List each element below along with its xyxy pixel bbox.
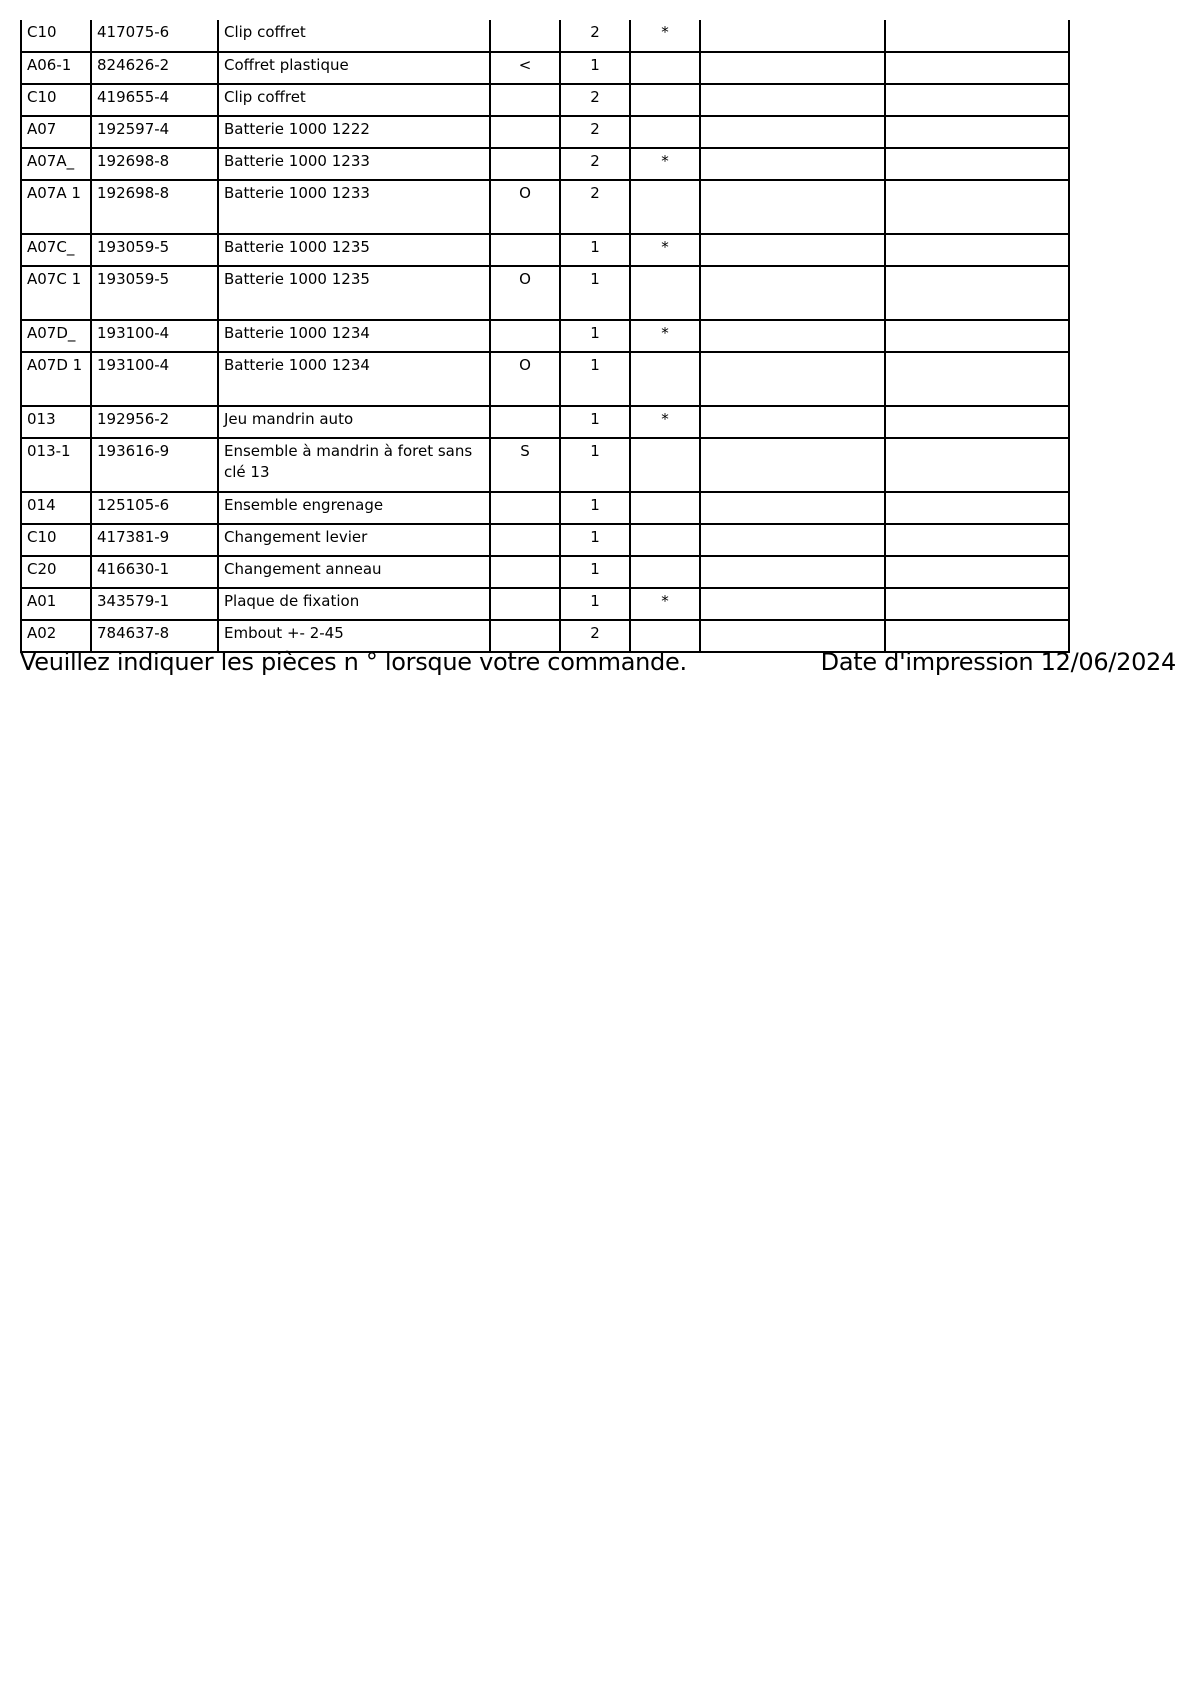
part-mark-text: * [661, 23, 669, 41]
part-number-cell [91, 52, 218, 84]
part-description-cell [218, 438, 490, 492]
part-quantity-text: 1 [590, 560, 600, 578]
part-quantity-cell [560, 148, 630, 180]
part-mark-cell [630, 406, 700, 438]
part-quantity-cell [560, 52, 630, 84]
part-ref-cell [21, 352, 91, 406]
table-row [21, 266, 1069, 320]
part-description-cell [218, 52, 490, 84]
empty-cell [885, 84, 1069, 116]
part-mark-cell [630, 116, 700, 148]
table-row [21, 352, 1069, 406]
table-row [21, 406, 1069, 438]
part-mark-cell [630, 52, 700, 84]
part-number-text: 417075-6 [97, 23, 170, 41]
empty-cell [885, 148, 1069, 180]
parts-table [20, 20, 1070, 653]
empty-cell [700, 52, 885, 84]
part-number-cell [91, 406, 218, 438]
part-number-text: 193100-4 [97, 356, 170, 374]
part-description-cell [218, 320, 490, 352]
table-row [21, 180, 1069, 234]
part-ref-text: A01 [27, 592, 57, 610]
part-note-text: O [519, 356, 531, 374]
part-description-cell [218, 180, 490, 234]
part-number-cell [91, 556, 218, 588]
order-instruction-note: Veuillez indiquer les pièces n ° lorsque votre commande. [20, 648, 687, 676]
part-number-cell [91, 524, 218, 556]
part-mark-cell [630, 352, 700, 406]
part-quantity-text: 1 [590, 592, 600, 610]
part-note-cell [490, 438, 560, 492]
empty-cell [700, 406, 885, 438]
part-number-cell [91, 20, 218, 52]
part-note-cell [490, 148, 560, 180]
part-ref-text: A07C_ [27, 238, 75, 256]
empty-cell [700, 320, 885, 352]
empty-cell [700, 180, 885, 234]
part-note-cell [490, 556, 560, 588]
part-quantity-cell [560, 406, 630, 438]
empty-cell [700, 84, 885, 116]
part-mark-cell [630, 234, 700, 266]
part-note-text: S [520, 442, 530, 460]
print-date: Date d'impression 12/06/2024 [820, 648, 1176, 676]
table-row [21, 438, 1069, 492]
empty-cell [700, 20, 885, 52]
part-ref-text: A07A 1 [27, 184, 81, 202]
part-quantity-cell [560, 556, 630, 588]
part-description-text: Batterie 1000 1235 [224, 270, 370, 288]
empty-cell [700, 588, 885, 620]
table-row [21, 234, 1069, 266]
part-description-text: Batterie 1000 1233 [224, 184, 370, 202]
part-quantity-cell [560, 352, 630, 406]
part-number-text: 192956-2 [97, 410, 170, 428]
part-number-cell [91, 492, 218, 524]
part-mark-text: * [661, 592, 669, 610]
part-number-cell [91, 84, 218, 116]
part-mark-cell [630, 556, 700, 588]
part-ref-text: 013 [27, 410, 56, 428]
part-number-text: 343579-1 [97, 592, 170, 610]
part-description-text: Batterie 1000 1222 [224, 120, 370, 138]
part-number-text: 193616-9 [97, 442, 170, 460]
table-row [21, 492, 1069, 524]
part-ref-text: A07A_ [27, 152, 75, 170]
table-row [21, 148, 1069, 180]
part-number-cell [91, 180, 218, 234]
part-note-text: O [519, 184, 531, 202]
table-row [21, 320, 1069, 352]
empty-cell [700, 148, 885, 180]
empty-cell [700, 492, 885, 524]
part-mark-cell [630, 84, 700, 116]
part-mark-text: * [661, 238, 669, 256]
part-quantity-text: 1 [590, 528, 600, 546]
part-ref-text: 013-1 [27, 442, 71, 460]
part-note-cell [490, 20, 560, 52]
part-mark-cell [630, 320, 700, 352]
part-mark-cell [630, 492, 700, 524]
part-number-cell [91, 266, 218, 320]
part-note-cell [490, 406, 560, 438]
part-ref-text: A07 [27, 120, 57, 138]
part-quantity-cell [560, 320, 630, 352]
part-description-text: Batterie 1000 1234 [224, 324, 370, 342]
part-quantity-text: 1 [590, 356, 600, 374]
part-quantity-cell [560, 20, 630, 52]
part-quantity-text: 1 [590, 238, 600, 256]
part-description-text: Clip coffret [224, 88, 306, 106]
table-row [21, 588, 1069, 620]
part-number-cell [91, 148, 218, 180]
part-ref-text: C10 [27, 528, 57, 546]
part-mark-cell [630, 148, 700, 180]
part-mark-text: * [661, 410, 669, 428]
table-row [21, 84, 1069, 116]
part-ref-cell [21, 406, 91, 438]
part-description-text: Ensemble à mandrin à foret sans clé 13 [224, 442, 473, 481]
part-note-cell [490, 492, 560, 524]
part-description-cell [218, 266, 490, 320]
part-description-text: Batterie 1000 1234 [224, 356, 370, 374]
part-description-cell [218, 556, 490, 588]
part-mark-cell [630, 180, 700, 234]
empty-cell [885, 234, 1069, 266]
part-description-cell [218, 116, 490, 148]
part-quantity-text: 1 [590, 496, 600, 514]
part-ref-cell [21, 20, 91, 52]
empty-cell [885, 52, 1069, 84]
empty-cell [700, 352, 885, 406]
part-ref-text: A06-1 [27, 56, 72, 74]
part-quantity-cell [560, 116, 630, 148]
part-quantity-cell [560, 524, 630, 556]
part-note-text: O [519, 270, 531, 288]
part-mark-cell [630, 524, 700, 556]
empty-cell [700, 556, 885, 588]
parts-table-body [21, 20, 1069, 652]
empty-cell [885, 266, 1069, 320]
part-quantity-text: 2 [590, 23, 600, 41]
table-row [21, 524, 1069, 556]
part-ref-text: C10 [27, 23, 57, 41]
part-number-text: 193059-5 [97, 238, 170, 256]
part-number-cell [91, 234, 218, 266]
part-ref-cell [21, 148, 91, 180]
part-description-cell [218, 524, 490, 556]
table-row [21, 52, 1069, 84]
part-note-cell [490, 524, 560, 556]
part-quantity-text: 1 [590, 270, 600, 288]
part-description-text: Jeu mandrin auto [224, 410, 354, 428]
part-note-cell [490, 84, 560, 116]
part-ref-cell [21, 234, 91, 266]
part-ref-cell [21, 116, 91, 148]
empty-cell [885, 406, 1069, 438]
part-ref-cell [21, 84, 91, 116]
part-number-text: 417381-9 [97, 528, 170, 546]
part-ref-cell [21, 180, 91, 234]
table-row [21, 20, 1069, 52]
part-quantity-text: 2 [590, 184, 600, 202]
empty-cell [700, 116, 885, 148]
part-description-cell [218, 84, 490, 116]
table-row [21, 116, 1069, 148]
part-description-cell [218, 406, 490, 438]
part-quantity-cell [560, 180, 630, 234]
part-note-cell [490, 180, 560, 234]
part-ref-text: C20 [27, 560, 57, 578]
empty-cell [700, 266, 885, 320]
part-description-cell [218, 352, 490, 406]
part-ref-cell [21, 492, 91, 524]
part-number-cell [91, 320, 218, 352]
part-description-cell [218, 588, 490, 620]
part-ref-cell [21, 320, 91, 352]
part-note-cell [490, 266, 560, 320]
part-description-cell [218, 148, 490, 180]
part-quantity-cell [560, 234, 630, 266]
part-quantity-text: 2 [590, 152, 600, 170]
part-quantity-cell [560, 438, 630, 492]
part-description-text: Batterie 1000 1235 [224, 238, 370, 256]
part-ref-text: 014 [27, 496, 56, 514]
part-ref-text: A07D_ [27, 324, 76, 342]
part-ref-cell [21, 524, 91, 556]
empty-cell [700, 234, 885, 266]
part-number-cell [91, 438, 218, 492]
empty-cell [885, 524, 1069, 556]
part-description-cell [218, 234, 490, 266]
part-ref-cell [21, 52, 91, 84]
part-note-cell [490, 52, 560, 84]
part-mark-text: * [661, 152, 669, 170]
part-mark-cell [630, 20, 700, 52]
part-ref-cell [21, 588, 91, 620]
table-row [21, 556, 1069, 588]
part-number-cell [91, 588, 218, 620]
part-number-text: 784637-8 [97, 624, 170, 642]
part-description-text: Coffret plastique [224, 56, 349, 74]
part-ref-text: A07C 1 [27, 270, 82, 288]
part-number-text: 192597-4 [97, 120, 170, 138]
part-description-text: Batterie 1000 1233 [224, 152, 370, 170]
part-note-cell [490, 116, 560, 148]
part-description-text: Ensemble engrenage [224, 496, 384, 514]
empty-cell [700, 524, 885, 556]
part-ref-text: A02 [27, 624, 57, 642]
part-note-cell [490, 234, 560, 266]
part-quantity-text: 2 [590, 120, 600, 138]
part-description-cell [218, 20, 490, 52]
part-description-text: Plaque de fixation [224, 592, 360, 610]
empty-cell [885, 352, 1069, 406]
empty-cell [885, 116, 1069, 148]
part-number-text: 125105-6 [97, 496, 170, 514]
part-description-text: Clip coffret [224, 23, 306, 41]
part-number-text: 416630-1 [97, 560, 170, 578]
part-quantity-text: 1 [590, 56, 600, 74]
empty-cell [700, 438, 885, 492]
empty-cell [885, 180, 1069, 234]
empty-cell [885, 588, 1069, 620]
part-quantity-text: 2 [590, 624, 600, 642]
part-note-cell [490, 588, 560, 620]
part-mark-cell [630, 266, 700, 320]
empty-cell [885, 20, 1069, 52]
part-quantity-text: 1 [590, 324, 600, 342]
part-mark-cell [630, 438, 700, 492]
part-description-text: Embout +- 2-45 [224, 624, 344, 642]
part-mark-text: * [661, 324, 669, 342]
part-note-text: < [518, 56, 532, 74]
part-ref-cell [21, 556, 91, 588]
part-note-cell [490, 320, 560, 352]
part-quantity-text: 1 [590, 410, 600, 428]
part-number-text: 824626-2 [97, 56, 170, 74]
empty-cell [885, 556, 1069, 588]
part-quantity-cell [560, 492, 630, 524]
part-mark-cell [630, 588, 700, 620]
part-note-cell [490, 352, 560, 406]
part-number-cell [91, 352, 218, 406]
part-number-text: 192698-8 [97, 152, 170, 170]
part-quantity-text: 1 [590, 442, 600, 460]
part-number-text: 192698-8 [97, 184, 170, 202]
part-number-text: 419655-4 [97, 88, 170, 106]
empty-cell [885, 320, 1069, 352]
part-ref-text: A07D 1 [27, 356, 83, 374]
part-ref-cell [21, 438, 91, 492]
part-number-text: 193059-5 [97, 270, 170, 288]
part-quantity-cell [560, 588, 630, 620]
part-number-text: 193100-4 [97, 324, 170, 342]
part-number-cell [91, 116, 218, 148]
part-quantity-cell [560, 266, 630, 320]
empty-cell [885, 492, 1069, 524]
part-ref-cell [21, 266, 91, 320]
empty-cell [885, 438, 1069, 492]
part-quantity-cell [560, 84, 630, 116]
part-description-text: Changement levier [224, 528, 368, 546]
part-description-cell [218, 492, 490, 524]
part-quantity-text: 2 [590, 88, 600, 106]
part-ref-text: C10 [27, 88, 57, 106]
part-description-text: Changement anneau [224, 560, 382, 578]
